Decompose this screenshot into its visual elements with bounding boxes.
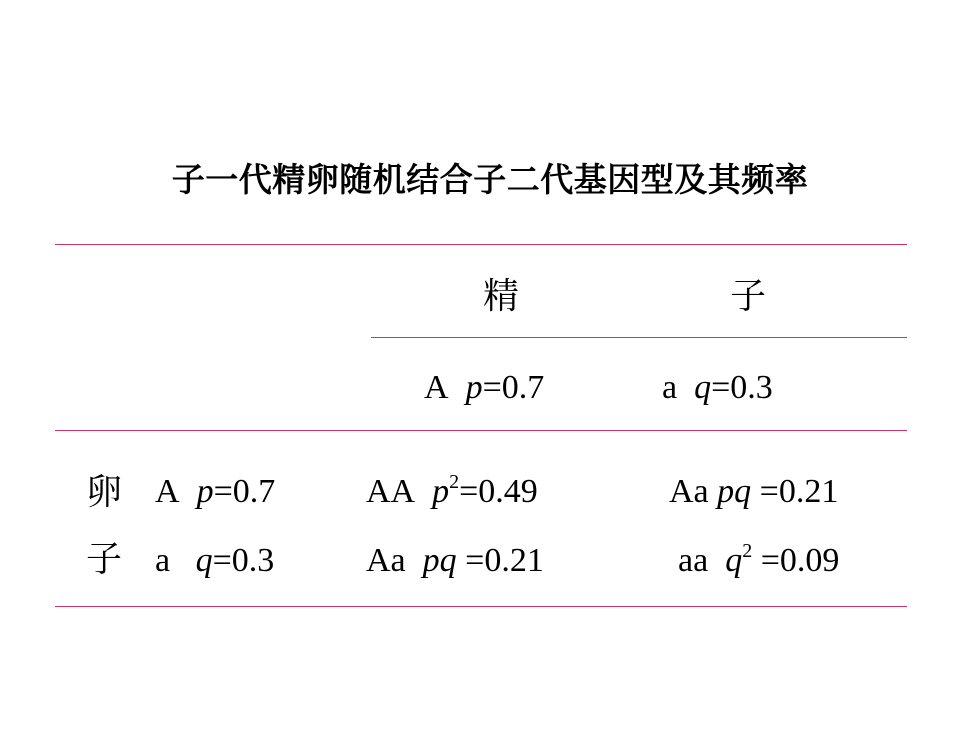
rule-middle [55,430,907,431]
egg-allele-A: A p=0.7 [155,473,276,510]
sperm-allele-a: a q=0.3 [662,369,773,406]
egg-label-char2: 子 [86,539,123,580]
cell-Aa-top: Aa pq =0.21 [669,473,839,510]
page-title: 子一代精卵随机结合子二代基因型及其频率 [171,160,809,199]
sperm-label-char2: 子 [730,276,767,317]
sperm-label-char1: 精 [483,276,520,317]
sperm-allele-A: A p=0.7 [424,369,545,406]
cell-AA: AA $p^2=0.49$ [366,471,538,510]
cell-Aa-bottom: Aa pq =0.21 [366,542,544,579]
egg-allele-a: a q=0.3 [155,542,275,579]
cell-aa: aa $q^2 =0.09$ [678,540,840,579]
egg-label-char1: 卵 [86,472,123,513]
rule-bottom [55,606,907,607]
rule-sperm [371,337,907,338]
rule-top [55,244,907,245]
